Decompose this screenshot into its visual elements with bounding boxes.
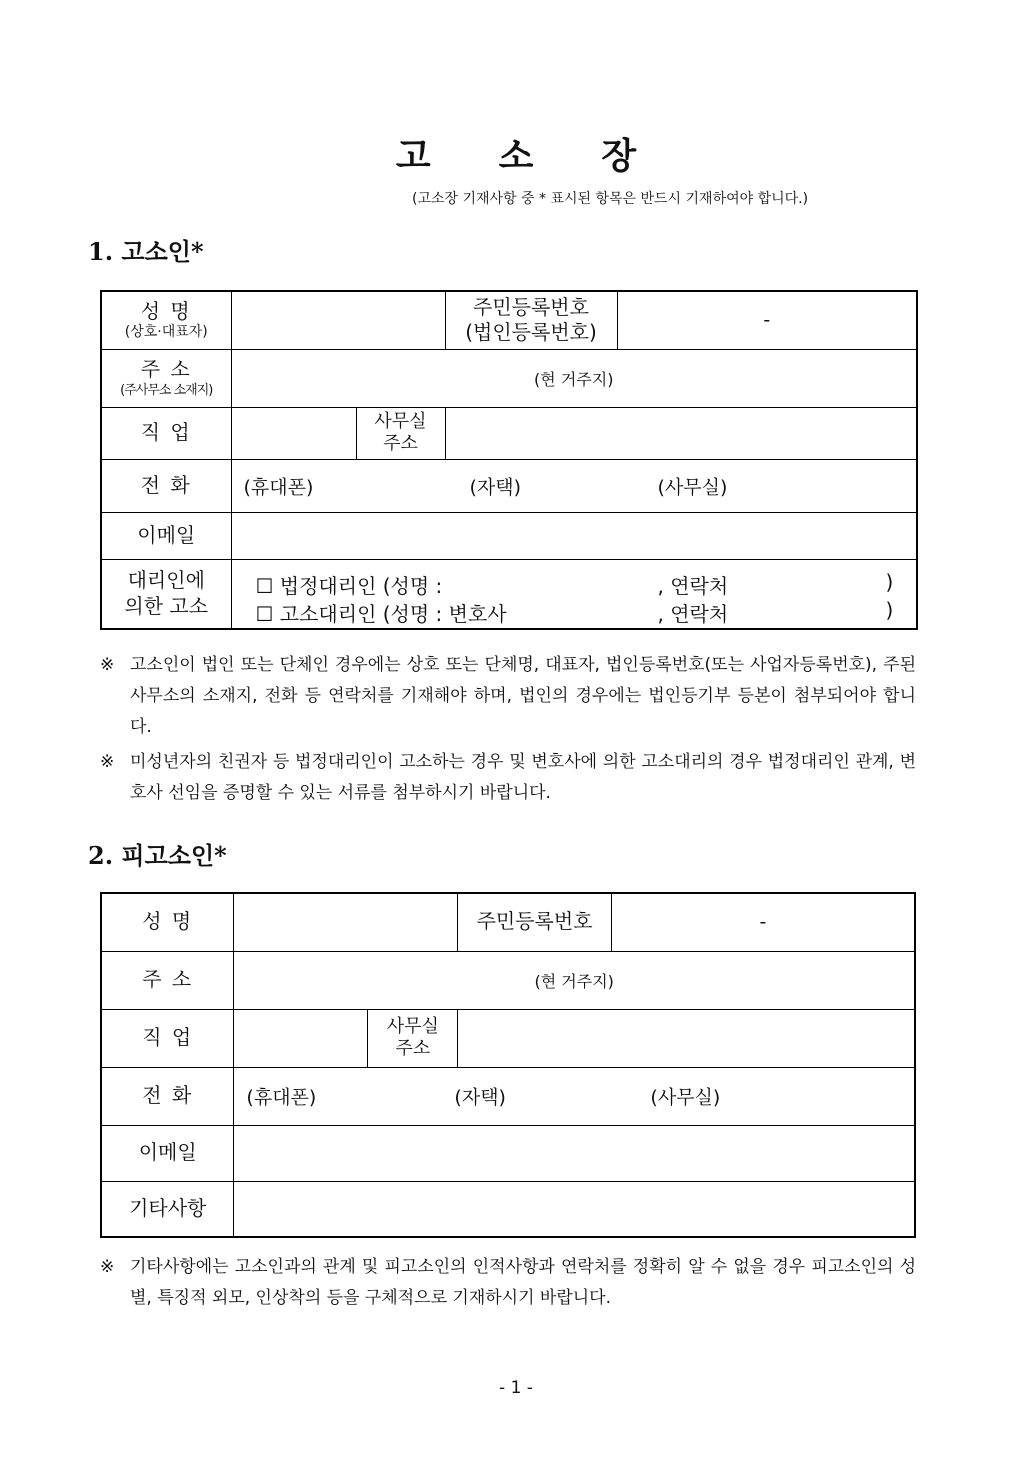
accused-office-phone-label: (사무실) [650, 1086, 721, 1109]
reference-mark-icon: ※ [100, 752, 115, 772]
accused-job-label: 직 업 [142, 1025, 194, 1050]
accused-other-field[interactable] [234, 1181, 915, 1237]
address-sublabel: (주사무소 소재지) [120, 382, 213, 398]
name-label-cell [101, 291, 231, 349]
attorney-row[interactable] [256, 598, 507, 627]
phone-field[interactable] [231, 459, 917, 512]
legal-representative-row[interactable] [256, 570, 443, 599]
note-item [100, 747, 916, 809]
accused-email-label: 이메일 [138, 1140, 197, 1165]
legal-contact-label: , 연락처 [657, 573, 729, 598]
agent-label-line1: 대리인에 [127, 568, 205, 592]
accused-other-label: 기타사항 [129, 1195, 207, 1220]
name-field[interactable] [231, 291, 445, 349]
reference-mark-icon: ※ [100, 655, 115, 675]
address-label-cell [101, 349, 231, 407]
attorney-close-paren: ) [885, 597, 894, 622]
accused-phone-field[interactable] [234, 1067, 915, 1125]
document-title: 고소장 [395, 135, 705, 177]
accused-email-label-cell [101, 1125, 234, 1181]
attorney-contact-label: , 연락처 [657, 601, 729, 626]
accused-other-label-cell [101, 1181, 234, 1237]
address-field[interactable]: (현 거주지) [231, 349, 917, 407]
accused-rrn-label: 주민등록번호 [476, 909, 593, 934]
job-label: 직 업 [140, 420, 192, 445]
attorney-checkbox[interactable]: ☐ 고소대리인 (성명 : 변호사 [255, 601, 507, 626]
phone-label: 전 화 [140, 472, 192, 497]
accused-name-label-cell [101, 893, 234, 951]
required-notice: (고소장 기재사항 중 * 표시된 항목은 반드시 기재하여야 합니다.) [412, 191, 809, 207]
address-label: 주 소 [140, 357, 192, 381]
phone-label-cell [101, 459, 231, 512]
agent-label-cell [101, 559, 231, 629]
office-address-label: 주소 [383, 433, 418, 454]
accused-rrn-label-cell [458, 893, 611, 951]
accused-job-field[interactable] [234, 1009, 368, 1067]
home-phone-label: (자택) [469, 476, 522, 498]
accused-rrn-field[interactable]: - [611, 893, 915, 951]
accused-job-label-cell [101, 1009, 234, 1067]
accused-home-phone-label: (자택) [454, 1086, 506, 1109]
office-address-label-cell [356, 407, 445, 459]
section-heading-complainant: 1. 고소인* [88, 237, 204, 266]
name-sublabel: (상호·대표자) [124, 324, 208, 341]
note-text: 고소인이 법인 또는 단체인 경우에는 상호 또는 단체명, 대표자, 법인등록번호(또는 사업자등록번호), 주된 사무소의 소재지, 전화 등 연락처를 기재해야 하며, 법인의 경우에는 법인등기부 등본이 첨부되어야 합니다. [130, 655, 916, 737]
office-label: 사무실 [374, 410, 427, 432]
note-text: 기타사항에는 고소인과의 관계 및 피고소인의 인적사항과 연락처를 정확히 알 수 없을 경우 피고소인의 성별, 특징적 외모, 인상착의 등을 구체적으로 기재하시기 바랍니다. [130, 1257, 916, 1308]
office-phone-label: (사무실) [657, 476, 728, 498]
section-heading-accused: 2. 피고소인* [88, 841, 227, 870]
accused-name-field[interactable] [234, 893, 458, 951]
job-label-cell [101, 407, 231, 459]
accused-phone-label-cell [101, 1067, 234, 1125]
agent-label-line2: 의한 고소 [124, 593, 209, 618]
agent-field[interactable] [231, 559, 917, 629]
accused-office-address-label-cell [368, 1009, 458, 1067]
legal-close-paren: ) [885, 569, 894, 594]
accused-phone-label: 전 화 [142, 1083, 194, 1108]
accused-office-label: 사무실 [386, 1015, 439, 1037]
rrn-label-cell [445, 291, 617, 349]
reference-mark-icon: ※ [100, 1257, 115, 1277]
email-field[interactable] [231, 512, 917, 559]
office-address-field[interactable] [445, 407, 917, 459]
page-number: - 1 - [499, 1378, 533, 1398]
note-item [100, 650, 916, 743]
complainant-table [100, 290, 918, 630]
accused-address-label: 주 소 [142, 967, 194, 992]
name-label: 성 명 [140, 298, 192, 323]
accused-office-address-field[interactable] [458, 1009, 915, 1067]
rrn-field[interactable]: - [617, 291, 917, 349]
rrn-sublabel: (법인등록번호) [465, 320, 597, 345]
email-label: 이메일 [137, 522, 196, 547]
legal-representative-checkbox[interactable]: ☐ 법정대리인 (성명 : [255, 573, 443, 598]
accused-mobile-label: (휴대폰) [246, 1086, 317, 1109]
complainant-notes [100, 650, 916, 813]
note-text: 미성년자의 친권자 등 법정대리인이 고소하는 경우 및 변호사에 의한 고소대리의 경우 법정대리인 관계, 변호사 선임을 증명할 수 있는 서류를 첨부하시기 바랍니다. [130, 752, 916, 803]
accused-office-address-label: 주소 [395, 1038, 431, 1059]
job-field[interactable] [231, 407, 356, 459]
accused-table [100, 892, 916, 1238]
accused-notes [100, 1252, 916, 1318]
mobile-label: (휴대폰) [243, 476, 314, 498]
note-item [100, 1252, 916, 1314]
accused-address-field[interactable]: (현 거주지) [234, 951, 915, 1009]
rrn-label: 주민등록번호 [473, 294, 589, 319]
email-label-cell [101, 512, 231, 559]
accused-name-label: 성 명 [142, 909, 194, 934]
accused-address-label-cell [101, 951, 234, 1009]
accused-email-field[interactable] [234, 1125, 915, 1181]
